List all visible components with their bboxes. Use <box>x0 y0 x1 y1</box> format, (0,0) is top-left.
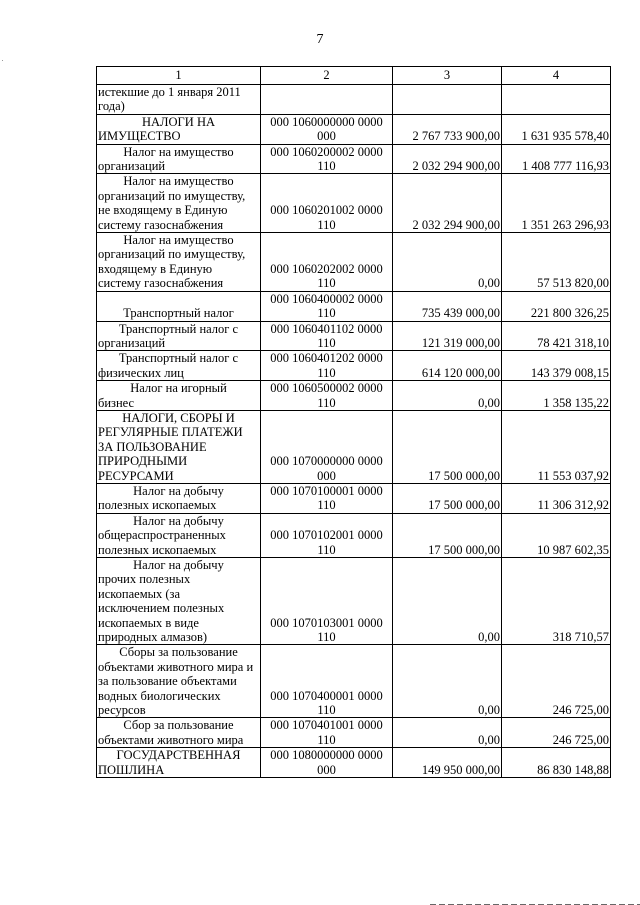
row-code <box>261 748 393 778</box>
row-planned-amount: 0,00 <box>393 645 502 718</box>
row-name-line: ПРИРОДНЫМИ <box>98 454 188 469</box>
row-code <box>261 483 393 513</box>
row-planned-amount: 735 439 000,00 <box>393 291 502 321</box>
row-name <box>97 85 261 115</box>
row-code-line: 000 1070401001 0000 <box>270 718 383 733</box>
row-actual-amount: 143 379 008,15 <box>502 351 611 381</box>
row-code <box>261 144 393 174</box>
row-name-line: Налог на имущество <box>123 144 234 159</box>
row-code <box>261 645 393 718</box>
table-header-row <box>97 67 611 85</box>
row-name-line: Налог на имущество <box>123 174 234 189</box>
row-code-line: 000 1060401202 0000 <box>270 351 383 366</box>
row-code-line: 000 1060201002 0000 <box>270 203 383 218</box>
table-row <box>97 174 611 233</box>
row-name-line: объектами животного мира <box>98 732 244 747</box>
row-planned-amount: 2 767 733 900,00 <box>393 114 502 144</box>
row-name-line: истекшие до 1 января 2011 <box>98 85 241 99</box>
table-row <box>97 351 611 381</box>
row-code <box>261 174 393 233</box>
table-row <box>97 513 611 557</box>
row-name-line: Транспортный налог <box>123 306 234 321</box>
row-name-line: организаций <box>98 335 166 350</box>
row-name-line: Сборы за пользование <box>119 645 238 660</box>
row-name-line: Сбор за пользование <box>123 718 234 733</box>
row-code-line: 000 1070400001 0000 <box>270 688 383 703</box>
row-name-line: ископаемых в виде <box>98 615 199 630</box>
row-code-line: 110 <box>317 630 336 645</box>
row-code-line: 000 1060500002 0000 <box>270 381 383 396</box>
row-planned-amount: 2 032 294 900,00 <box>393 144 502 174</box>
row-name-line: физических лиц <box>98 365 184 380</box>
table-row <box>97 321 611 351</box>
row-code-line: 110 <box>317 276 336 291</box>
row-code <box>261 381 393 411</box>
row-name <box>97 558 261 645</box>
row-name-line: РЕГУЛЯРНЫЕ ПЛАТЕЖИ <box>98 425 243 440</box>
table-body <box>97 85 611 778</box>
row-name-line: НАЛОГИ, СБОРЫ И <box>122 410 235 425</box>
row-name-line: ПОШЛИНА <box>98 762 165 777</box>
row-planned-amount: 614 120 000,00 <box>393 351 502 381</box>
row-code-line: 000 1070103001 0000 <box>270 615 383 630</box>
row-code-line: 000 1060000000 0000 <box>270 114 383 129</box>
row-name <box>97 645 261 718</box>
row-name <box>97 381 261 411</box>
row-actual-amount: 11 553 037,92 <box>502 410 611 483</box>
row-name <box>97 351 261 381</box>
table-row <box>97 381 611 411</box>
row-actual-amount: 318 710,57 <box>502 558 611 645</box>
row-actual-amount: 1 351 263 296,93 <box>502 174 611 233</box>
row-name <box>97 174 261 233</box>
row-actual-amount: 11 306 312,92 <box>502 483 611 513</box>
row-code-line: 000 1070000000 0000 <box>270 454 383 469</box>
table-row <box>97 483 611 513</box>
row-code <box>261 351 393 381</box>
header-col-3: 3 <box>393 67 502 85</box>
row-code-line: 000 1070100001 0000 <box>270 483 383 498</box>
row-actual-amount: 221 800 326,25 <box>502 291 611 321</box>
row-name-line: Транспортный налог с <box>118 321 239 336</box>
table-row <box>97 85 611 115</box>
row-name-line: не входящему в Единую <box>98 203 228 218</box>
row-name-line: ИМУЩЕСТВО <box>98 129 181 144</box>
row-code-line: 110 <box>317 498 336 513</box>
row-name <box>97 483 261 513</box>
row-name-line: РЕСУРСАМИ <box>98 468 174 483</box>
row-name-line: за пользование объектами <box>98 674 237 689</box>
row-code <box>261 233 393 292</box>
row-planned-amount: 17 500 000,00 <box>393 483 502 513</box>
row-name-line: года) <box>98 99 125 114</box>
header-col-1: 1 <box>97 67 261 85</box>
row-name-line: исключением полезных <box>98 601 225 616</box>
row-name <box>97 410 261 483</box>
row-planned-amount: 17 500 000,00 <box>393 410 502 483</box>
row-code-line: 000 1060202002 0000 <box>270 261 383 276</box>
row-code-line: 110 <box>317 217 336 232</box>
header-col-4: 4 <box>502 67 611 85</box>
row-name <box>97 114 261 144</box>
row-planned-amount <box>393 85 502 115</box>
row-name-line: Налог на добычу <box>133 483 224 498</box>
row-name-line: систему газоснабжения <box>98 276 224 291</box>
page-number: 7 <box>316 32 324 47</box>
row-actual-amount: 78 421 318,10 <box>502 321 611 351</box>
row-planned-amount: 121 319 000,00 <box>393 321 502 351</box>
row-code-line: 000 <box>317 468 336 483</box>
row-actual-amount: 1 358 135,22 <box>502 381 611 411</box>
row-name <box>97 513 261 557</box>
row-code <box>261 410 393 483</box>
row-planned-amount: 149 950 000,00 <box>393 748 502 778</box>
row-name-line: водных биологических <box>98 688 221 703</box>
row-name-line: организаций по имуществу, <box>98 188 246 203</box>
row-planned-amount: 0,00 <box>393 233 502 292</box>
row-name-line: общераспространенных <box>98 528 226 543</box>
row-code-line: 110 <box>317 542 336 557</box>
row-code-line: 110 <box>317 395 336 410</box>
header-col-2: 2 <box>261 67 393 85</box>
scan-artifact <box>2 60 3 61</box>
row-code <box>261 558 393 645</box>
row-name-line: Налог на добычу <box>133 558 224 572</box>
row-planned-amount: 0,00 <box>393 381 502 411</box>
row-actual-amount: 86 830 148,88 <box>502 748 611 778</box>
row-name-line: Транспортный налог с <box>118 351 239 366</box>
row-name-line: Налог на добычу <box>133 513 224 528</box>
row-name-line: полезных ископаемых <box>98 542 217 557</box>
row-code-line: 000 1060401102 0000 <box>270 321 383 336</box>
row-name <box>97 321 261 351</box>
row-actual-amount: 246 725,00 <box>502 718 611 748</box>
budget-table <box>96 66 611 778</box>
row-code-line: 110 <box>317 159 336 174</box>
row-name <box>97 291 261 321</box>
table-row <box>97 718 611 748</box>
row-name-line: входящему в Единую <box>98 261 213 276</box>
table-row <box>97 291 611 321</box>
row-name <box>97 233 261 292</box>
row-actual-amount <box>502 85 611 115</box>
table-row <box>97 233 611 292</box>
row-code-line: 000 1070102001 0000 <box>270 528 383 543</box>
row-name-line: Налог на имущество <box>123 233 234 248</box>
row-planned-amount: 17 500 000,00 <box>393 513 502 557</box>
row-code-line: 110 <box>317 703 336 718</box>
row-code <box>261 513 393 557</box>
row-code-line: 110 <box>317 732 336 747</box>
row-planned-amount: 0,00 <box>393 558 502 645</box>
table-row <box>97 645 611 718</box>
row-name <box>97 144 261 174</box>
row-code <box>261 114 393 144</box>
row-code <box>261 291 393 321</box>
row-code-line: 110 <box>317 365 336 380</box>
row-code <box>261 321 393 351</box>
row-name-line: ГОСУДАРСТВЕННАЯ <box>116 748 241 763</box>
row-name-line: организаций <box>98 159 166 174</box>
row-code-line: 000 1060400002 0000 <box>270 291 383 306</box>
row-name-line: систему газоснабжения <box>98 217 224 232</box>
row-code-line: 000 <box>317 762 336 777</box>
table-row <box>97 558 611 645</box>
table-row <box>97 410 611 483</box>
row-name <box>97 718 261 748</box>
row-name-line: ресурсов <box>98 703 146 718</box>
row-name-line: полезных ископаемых <box>98 498 217 513</box>
row-code-line: 000 1080000000 0000 <box>270 748 383 763</box>
row-name-line: НАЛОГИ НА <box>142 114 215 129</box>
row-name-line: Налог на игорный <box>130 381 227 396</box>
table-row <box>97 144 611 174</box>
row-planned-amount: 0,00 <box>393 718 502 748</box>
row-code-line: 000 <box>317 129 336 144</box>
row-name-line: организаций по имуществу, <box>98 247 246 262</box>
row-actual-amount: 57 513 820,00 <box>502 233 611 292</box>
row-name <box>97 748 261 778</box>
row-name-line: ископаемых (за <box>98 586 181 601</box>
row-code <box>261 718 393 748</box>
table-row <box>97 114 611 144</box>
row-name-line: объектами животного мира и <box>98 659 254 674</box>
row-code-line: 000 1060200002 0000 <box>270 144 383 159</box>
row-code-line: 110 <box>317 335 336 350</box>
row-name-line: природных алмазов) <box>98 630 208 645</box>
row-planned-amount: 2 032 294 900,00 <box>393 174 502 233</box>
table-row <box>97 748 611 778</box>
row-code <box>261 85 393 115</box>
row-actual-amount: 246 725,00 <box>502 645 611 718</box>
row-name-line: прочих полезных <box>98 572 191 587</box>
row-name-line: ЗА ПОЛЬЗОВАНИЕ <box>98 439 207 454</box>
row-name-line: бизнес <box>98 395 135 410</box>
row-actual-amount: 10 987 602,35 <box>502 513 611 557</box>
row-actual-amount: 1 408 777 116,93 <box>502 144 611 174</box>
row-actual-amount: 1 631 935 578,40 <box>502 114 611 144</box>
row-code-line: 110 <box>317 306 336 321</box>
